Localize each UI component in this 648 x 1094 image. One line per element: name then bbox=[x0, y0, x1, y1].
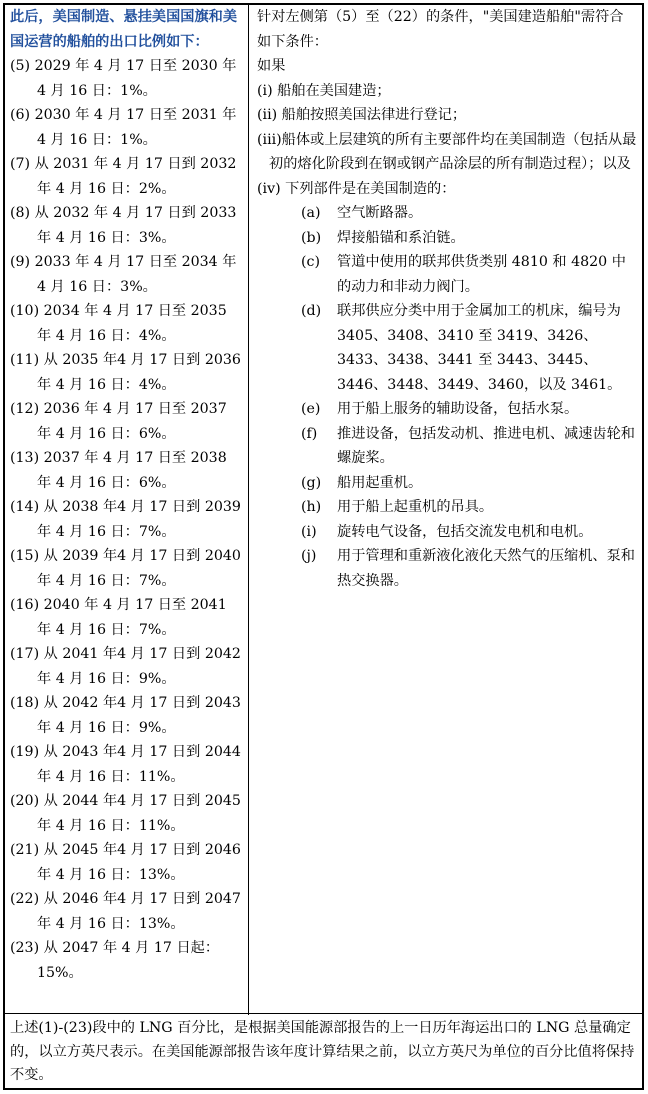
rate-item: (14) 从 2038 年4 月 17 日到 2039 年 4 月 16 日：7%。 bbox=[10, 499, 241, 540]
right-column bbox=[257, 5, 637, 593]
footer-note: 上述(1)-(23)段中的 LNG 百分比，是根据美国能源部报告的上一日历年海运出口的 LNG 总量确定的，以立方英尺表示。在美国能源部报告该年度计算结果之前，以立方英尺为单位的百分比值将保持不变。 bbox=[10, 1020, 635, 1083]
if-label: 如果 bbox=[257, 58, 286, 74]
rate-item: (5) 2029 年 4 月 17 日至 2030 年 4 月 16 日：1%。 bbox=[10, 58, 237, 99]
condition-i: (i) 船舶在美国建造； bbox=[257, 82, 391, 99]
component-label: (b) bbox=[301, 229, 322, 246]
rate-item: (18) 从 2042 年4 月 17 日到 2043 年 4 月 16 日：9%。 bbox=[10, 695, 241, 736]
rate-item: (9) 2033 年 4 月 17 日至 2034 年 4 月 16 日：3%。 bbox=[10, 254, 237, 295]
rate-item: (8) 从 2032 年 4 月 17 日到 2033 年 4 月 16 日：3%。 bbox=[10, 205, 237, 246]
component-label: (a) bbox=[301, 205, 321, 221]
component-label: (e) bbox=[301, 401, 321, 417]
rate-item: (12) 2036 年 4 月 17 日至 2037 年 4 月 16 日：6%。 bbox=[10, 401, 227, 442]
component-label: (h) bbox=[301, 499, 322, 515]
rate-item: (6) 2030 年 4 月 17 日至 2031 年 4 月 16 日：1%。 bbox=[10, 107, 237, 148]
rate-item: (7) 从 2031 年 4 月 17 日到 2032 年 4 月 16 日：2%。 bbox=[10, 156, 237, 197]
component-item bbox=[257, 495, 637, 520]
component-item bbox=[257, 226, 637, 251]
component-text: 管道中使用的联邦供货类别 4810 和 4820 中的动力和非动力阀门。 bbox=[337, 254, 626, 295]
rate-item: (22) 从 2046 年4 月 17 日到 2047 年 4 月 16 日：13%。 bbox=[10, 891, 241, 932]
rate-item: (20) 从 2044 年4 月 17 日到 2045 年 4 月 16 日：11%。 bbox=[10, 793, 241, 834]
component-label: (j) bbox=[301, 548, 317, 564]
left-column bbox=[10, 5, 242, 985]
component-item bbox=[257, 471, 637, 496]
rate-item: (23) 从 2047 年 4 月 17 日起：15%。 bbox=[10, 940, 220, 981]
component-item bbox=[257, 520, 637, 545]
component-text: 旋转电气设备，包括交流发电机和电机。 bbox=[337, 523, 593, 540]
condition-iii: (iii)船体或上层建筑的所有主要部件均在美国制造（包括从最初的熔化阶段到在钢或钢产品涂层的所有制造过程）；以及 bbox=[257, 131, 637, 172]
row-divider bbox=[3, 1013, 644, 1014]
condition-iv: (iv) 下列部件是在美国制造的： bbox=[257, 180, 456, 197]
component-item bbox=[257, 397, 637, 422]
rate-item: (17) 从 2041 年4 月 17 日到 2042 年 4 月 16 日：9%。 bbox=[10, 646, 241, 687]
column-divider bbox=[248, 3, 249, 1015]
component-label: (i) bbox=[301, 523, 317, 540]
component-label: (f) bbox=[301, 425, 318, 442]
left-heading: 此后，美国制造、悬挂美国国旗和美国运营的船舶的出口比例如下： bbox=[10, 9, 238, 50]
right-intro: 针对左侧第（5）至（22）的条件，"美国建造船舶"需符合如下条件： bbox=[257, 9, 624, 50]
component-text: 空气断路器。 bbox=[337, 205, 423, 221]
component-text: 联邦供应分类中用于金属加工的机床，编号为 3405、3408、3410 至 3419、3426、3433、3438、3441 至 3443、3445、3446、3448、3449、3460，以及 3461。 bbox=[337, 303, 622, 393]
rate-item: (11) 从 2035 年4 月 17 日到 2036 年 4 月 16 日：4%。 bbox=[10, 352, 241, 393]
rate-item: (15) 从 2039 年4 月 17 日到 2040 年 4 月 16 日：7%。 bbox=[10, 548, 241, 589]
rate-item: (21) 从 2045 年4 月 17 日到 2046 年 4 月 16 日：13%。 bbox=[10, 842, 241, 883]
component-item bbox=[257, 201, 637, 226]
component-text: 船用起重机。 bbox=[337, 474, 423, 491]
rate-item: (16) 2040 年 4 月 17 日至 2041 年 4 月 16 日：7%。 bbox=[10, 597, 227, 638]
rate-list bbox=[10, 54, 242, 985]
rate-item: (10) 2034 年 4 月 17 日至 2035 年 4 月 16 日：4%。 bbox=[10, 303, 227, 344]
component-item bbox=[257, 544, 637, 593]
component-item bbox=[257, 299, 637, 397]
component-text: 推进设备，包括发动机、推进电机、减速齿轮和螺旋桨。 bbox=[337, 425, 635, 466]
component-text: 用于管理和重新液化液化天然气的压缩机、泵和热交换器。 bbox=[337, 548, 635, 589]
component-text: 用于船上服务的辅助设备，包括水泵。 bbox=[337, 401, 579, 417]
rate-item: (19) 从 2043 年4 月 17 日到 2044 年 4 月 16 日：11%。 bbox=[10, 744, 241, 785]
rate-item: (13) 2037 年 4 月 17 日至 2038 年 4 月 16 日：6%。 bbox=[10, 450, 227, 491]
component-text: 用于船上起重机的吊具。 bbox=[337, 499, 494, 515]
component-label: (d) bbox=[301, 303, 322, 319]
component-label: (c) bbox=[301, 254, 321, 270]
component-text: 焊接船锚和系泊链。 bbox=[337, 229, 465, 246]
component-item bbox=[257, 422, 637, 471]
component-item bbox=[257, 250, 637, 299]
component-label: (g) bbox=[301, 474, 322, 491]
condition-ii: (ii) 船舶按照美国法律进行登记； bbox=[257, 107, 467, 123]
